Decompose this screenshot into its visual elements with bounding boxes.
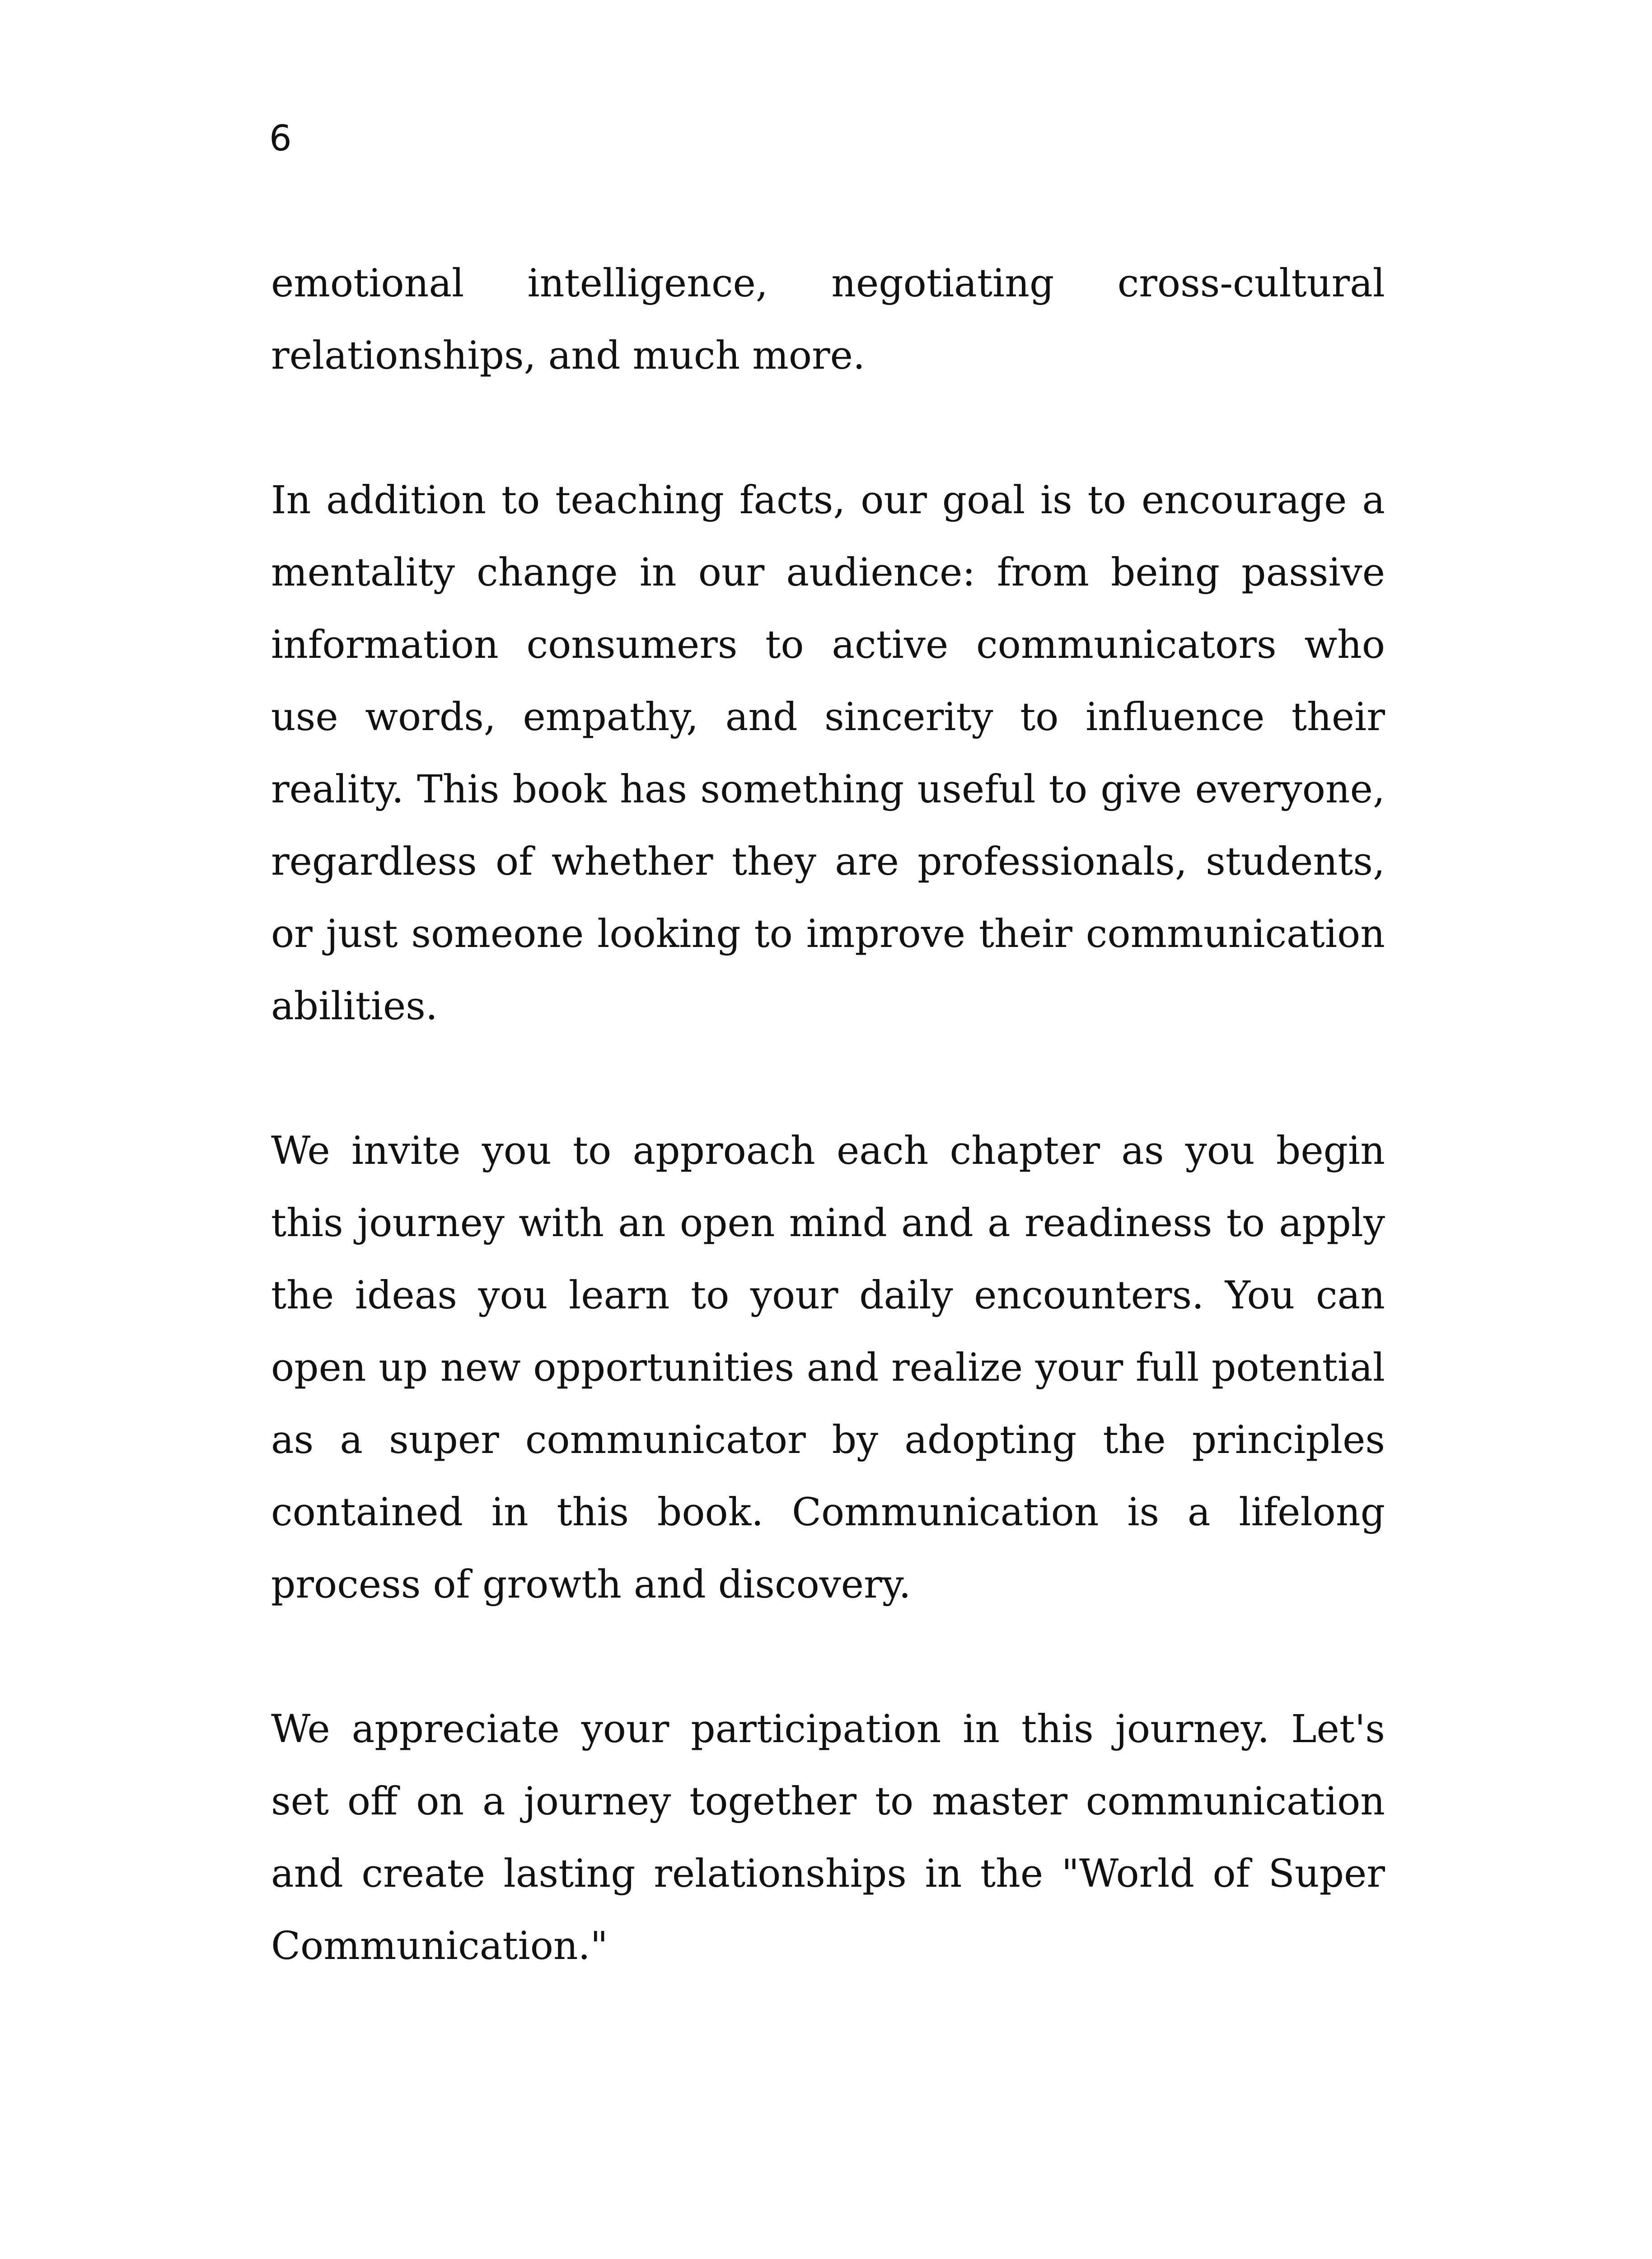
paragraph-appreciation: We appreciate your participation in this journey. Let's set off on a journey together to master communication and create lasting relationships in the "World of Super Communication." (271, 1707, 1385, 1968)
paragraph-invitation: We invite you to approach each chapter as you begin this journey with an open mind and a readiness to apply the ideas you learn to your daily encounters. You can open up new opportunities and realize your full potential as a super communicator by adopting the principles contained in this book. Communication is a lifelong process of growth and discovery. (271, 1129, 1385, 1607)
paragraph-goal: In addition to teaching facts, our goal is to encourage a mentality change in our audience: from being passive information consumers to active communicators who use words, empathy, and sincerity to influence their reality. This book has something useful to give everyone, regardless of whether they are professionals, students, or just someone looking to improve their communication abilities. (271, 478, 1385, 1029)
body-text (271, 248, 1385, 1982)
page-number: 6 (269, 118, 292, 159)
paragraph-continuation: emotional intelligence, negotiating cross-cultural relationships, and much more. (271, 261, 1385, 378)
